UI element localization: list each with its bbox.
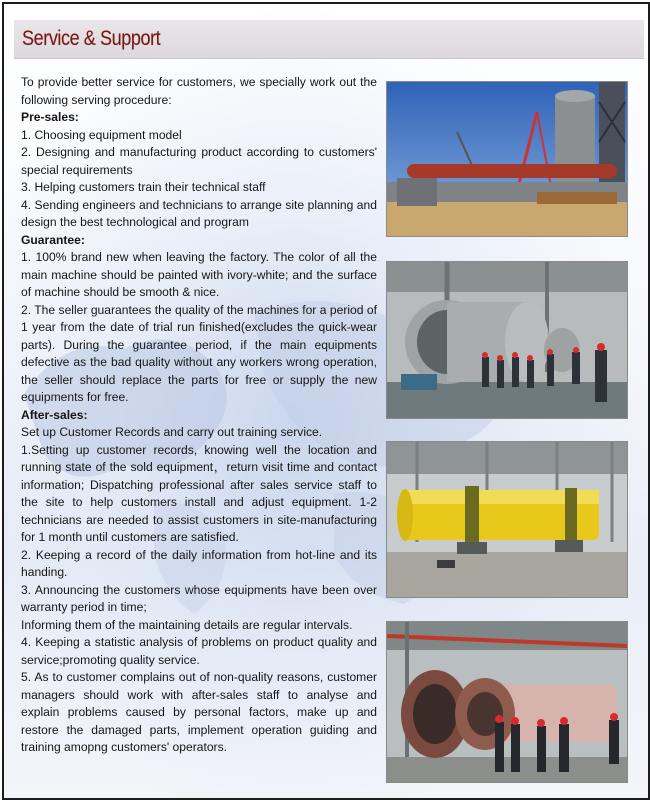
page-title: Service & Support	[22, 27, 161, 50]
kiln-workers-photo	[386, 621, 628, 783]
aftersales-item: 5. As to customer complains out of non-quality reasons, customer managers should work with after-sales staff to analyse and explain problems caused by personal factors, make up and restore the damaged parts, implement operation guiding and training amopng customers' operators.	[21, 670, 377, 754]
workshop-cylinders-photo	[386, 261, 628, 419]
presales-heading: Pre-sales:	[21, 110, 79, 124]
presales-item: 1. Choosing equipment model	[21, 127, 182, 142]
aftersales-heading: After-sales:	[21, 407, 88, 422]
aftersales-item: 3. Announcing the customers whose equipments have been over warranty period in time;	[21, 582, 377, 614]
page-frame	[2, 2, 650, 800]
presales-item: 3. Helping customers train their technical staff	[21, 180, 266, 194]
cement-plant-photo	[386, 81, 628, 237]
aftersales-item: 4. Keeping a statistic analysis of problems on product quality and service;promoting quality service.	[21, 635, 377, 667]
guarantee-heading: Guarantee:	[21, 232, 85, 247]
section-header	[14, 20, 644, 59]
aftersales-intro: Set up Customer Records and carry out training service.	[21, 425, 323, 439]
aftersales-item: 1.Setting up customer records, knowing well the location and running state of the sold equipment，return visit time and contact information; Dispatching professional after sales service staff to the site to help customers install and adjust equipment. 1-2 technicians are needed to assist customers in site-manufacturing for 1 month until customers are satisfied.	[21, 442, 377, 544]
aftersales-item: Informing them of the maintaining details are regular intervals.	[21, 617, 353, 632]
service-text	[21, 74, 377, 757]
guarantee-item: 2. The seller guarantees the quality of the machines for a period of 1 year from the date of trial run finished(excludes the quick-wear parts). During the guarantee period, if the main equipments defective as the bad quality without any workers wrong operation, the seller should replace the parts for free or supply the new equipments for free.	[21, 302, 377, 404]
presales-item: 4. Sending engineers and technicians to arrange site planning and design the best technological and program	[21, 197, 377, 229]
guarantee-item: 1. 100% brand new when leaving the factory. The color of all the main machine should be painted with ivory-white; and the surface of machine should be smooth & nice.	[21, 250, 377, 299]
presales-item: 2. Designing and manufacturing product according to customers' special requirements	[21, 145, 377, 177]
intro-paragraph: To provide better service for customers, we specially work out the following serving procedure:	[21, 75, 377, 107]
yellow-rotary-drum-photo	[386, 441, 628, 598]
aftersales-item: 2. Keeping a record of the daily information from hot-line and its handing.	[21, 547, 377, 579]
